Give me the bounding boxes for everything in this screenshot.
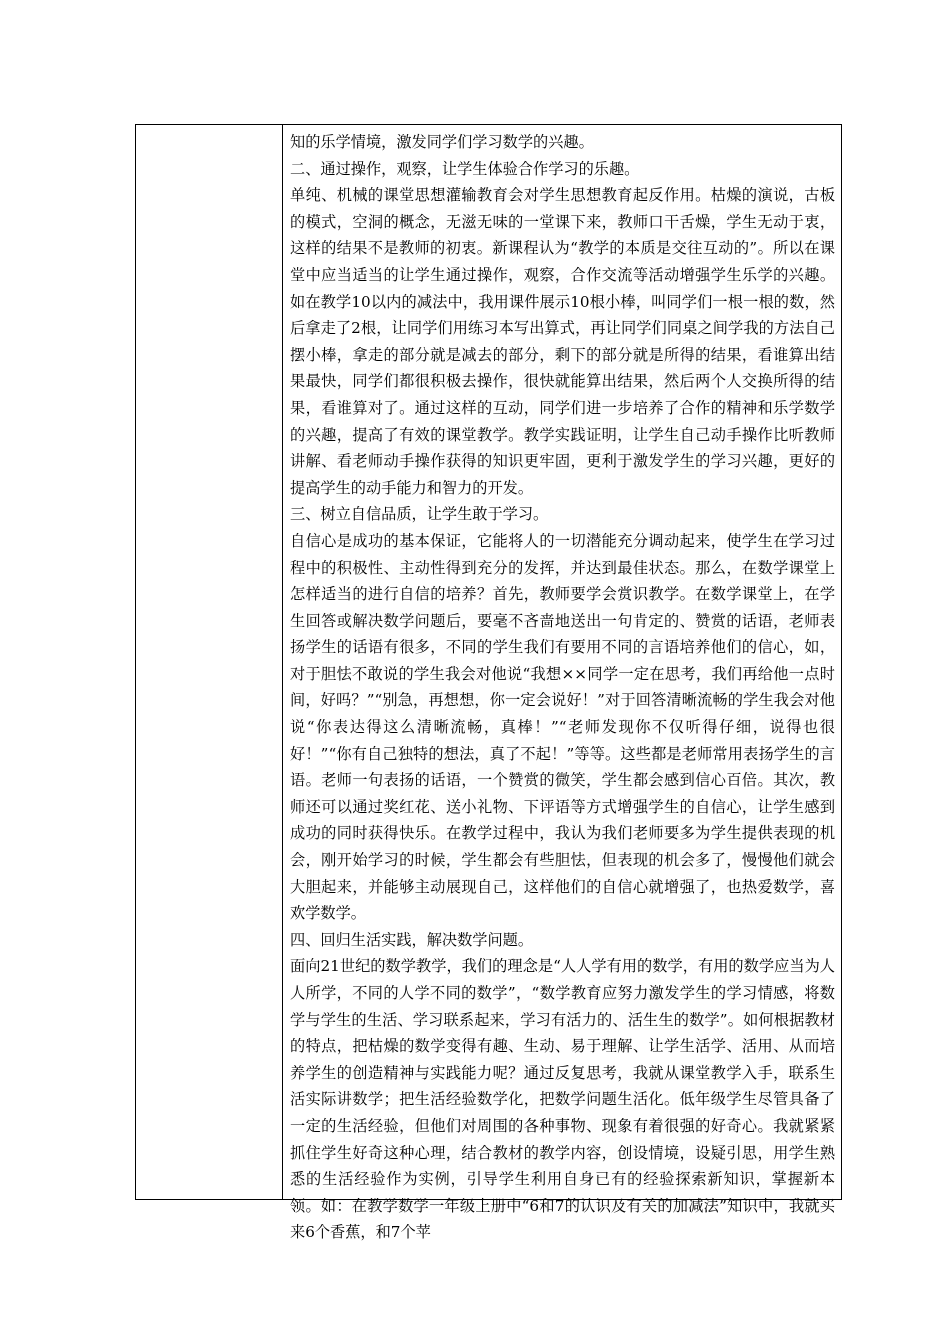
paragraph-section-4: 面向21世纪的数学教学，我们的理念是“人人学有用的数学，有用的数学应当为人人所学，不同的人学不同的数学”，“数学教育应努力激发学生的学习情感，将数学与学生的生活、学习联系起来，学习有活力的、活生生的数学”。如何根据教材的特点，把枯燥的数学变得有趣、生动、易于理解、让学生活学、活用、从而培养学生的创造精神与实践能力呢？通过反复思考，我就从课堂教学入手，联系生活实际讲数学；把生活经验数学化，把数学问题生活化。低年级学生尽管具备了一定的生活经验，但他们对周围的各种事物、现象有着很强的好奇心。我就紧紧抓住学生好奇这种心理，结合教材的教学内容，创设情境，设疑引思，用学生熟悉的生活经验作为实例，引导学生利用自身已有的经验探索新知识，掌握新本领。如：在教学数学一年级上册中“6和7的认识及有关的加减法”知识中，我就买来6个香蕉，和7个苹 <box>290 957 835 1242</box>
section-heading-4: 四、回归生活实践，解决数学问题。 <box>290 930 533 949</box>
paragraph-section-2: 单纯、机械的课堂思想灌输教育会对学生思想教育起反作用。枯燥的演说，古板的模式，空洞的概念，无滋无味的一堂课下来，教师口干舌燥，学生无动于衷，这样的结果不是教师的初衷。新课程认为“教学的本质是交往互动的”。所以在课堂中应当适当的让学生通过操作，观察，合作交流等活动增强学生乐学的兴趣。如在教学10以内的减法中，我用课件展示10根小棒，叫同学们一根一根的数，然后拿走了2根，让同学们用练习本写出算式，再让同学们同桌之间学我的方法自己摆小棒，拿走的部分就是减去的部分，剩下的部分就是所得的结果，看谁算出结果最快，同学们都很积极去操作，很快就能算出结果，然后两个人交换所得的结果，看谁算对了。通过这样的互动，同学们进一步培养了合作的精神和乐学数学的兴趣，提高了有效的课堂教学。教学实践证明，让学生自己动手操作比听教师讲解、看老师动手操作获得的知识更牢固，更利于激发学生的学习兴趣，更好的提高学生的动手能力和智力的开发。 <box>290 186 835 497</box>
table-left-cell <box>136 125 283 1199</box>
document-table <box>135 124 842 1242</box>
table-content-cell <box>283 125 841 1242</box>
paragraph-section-3: 自信心是成功的基本保证，它能将人的一切潜能充分调动起来，使学生在学习过程中的积极性、主动性得到充分的发挥，并达到最佳状态。那么，在数学课堂上怎样适当的进行自信的培养？首先，教师要学会赏识教学。在数学课堂上，在学生回答或解决数学问题后，要毫不吝啬地送出一句肯定的、赞赏的话语，老师表扬学生的话语有很多，不同的学生我们有要用不同的言语培养他们的信心，如，对于胆怯不敢说的学生我会对他说“我想××同学一定在思考，我们再给他一点时间，好吗？”“别急，再想想，你一定会说好！”对于回答清晰流畅的学生我会对他说“你表达得这么清晰流畅，真棒！”“老师发现你不仅听得仔细，说得也很好！”“你有自己独特的想法，真了不起！”等等。这些都是老师常用表扬学生的言语。老师一句表扬的话语，一个赞赏的微笑，学生都会感到信心百倍。其次，教师还可以通过奖红花、送小礼物、下评语等方式增强学生的自信心，让学生感到成功的同时获得快乐。在教学过程中，我认为我们老师要多为学生提供表现的机会，刚开始学习的时候，学生都会有些胆怯，但表现的机会多了，慢慢他们就会大胆起来，并能够主动展现自己，这样他们的自信心就增强了，也热爱数学，喜欢学数学。 <box>290 531 835 923</box>
section-heading-3: 三、树立自信品质，让学生敢于学习。 <box>290 505 549 524</box>
section-heading-2: 二、通过操作，观察，让学生体验合作学习的乐趣。 <box>290 159 640 178</box>
paragraph-intro-continuation: 知的乐学情境，激发同学们学习数学的兴趣。 <box>290 133 594 151</box>
